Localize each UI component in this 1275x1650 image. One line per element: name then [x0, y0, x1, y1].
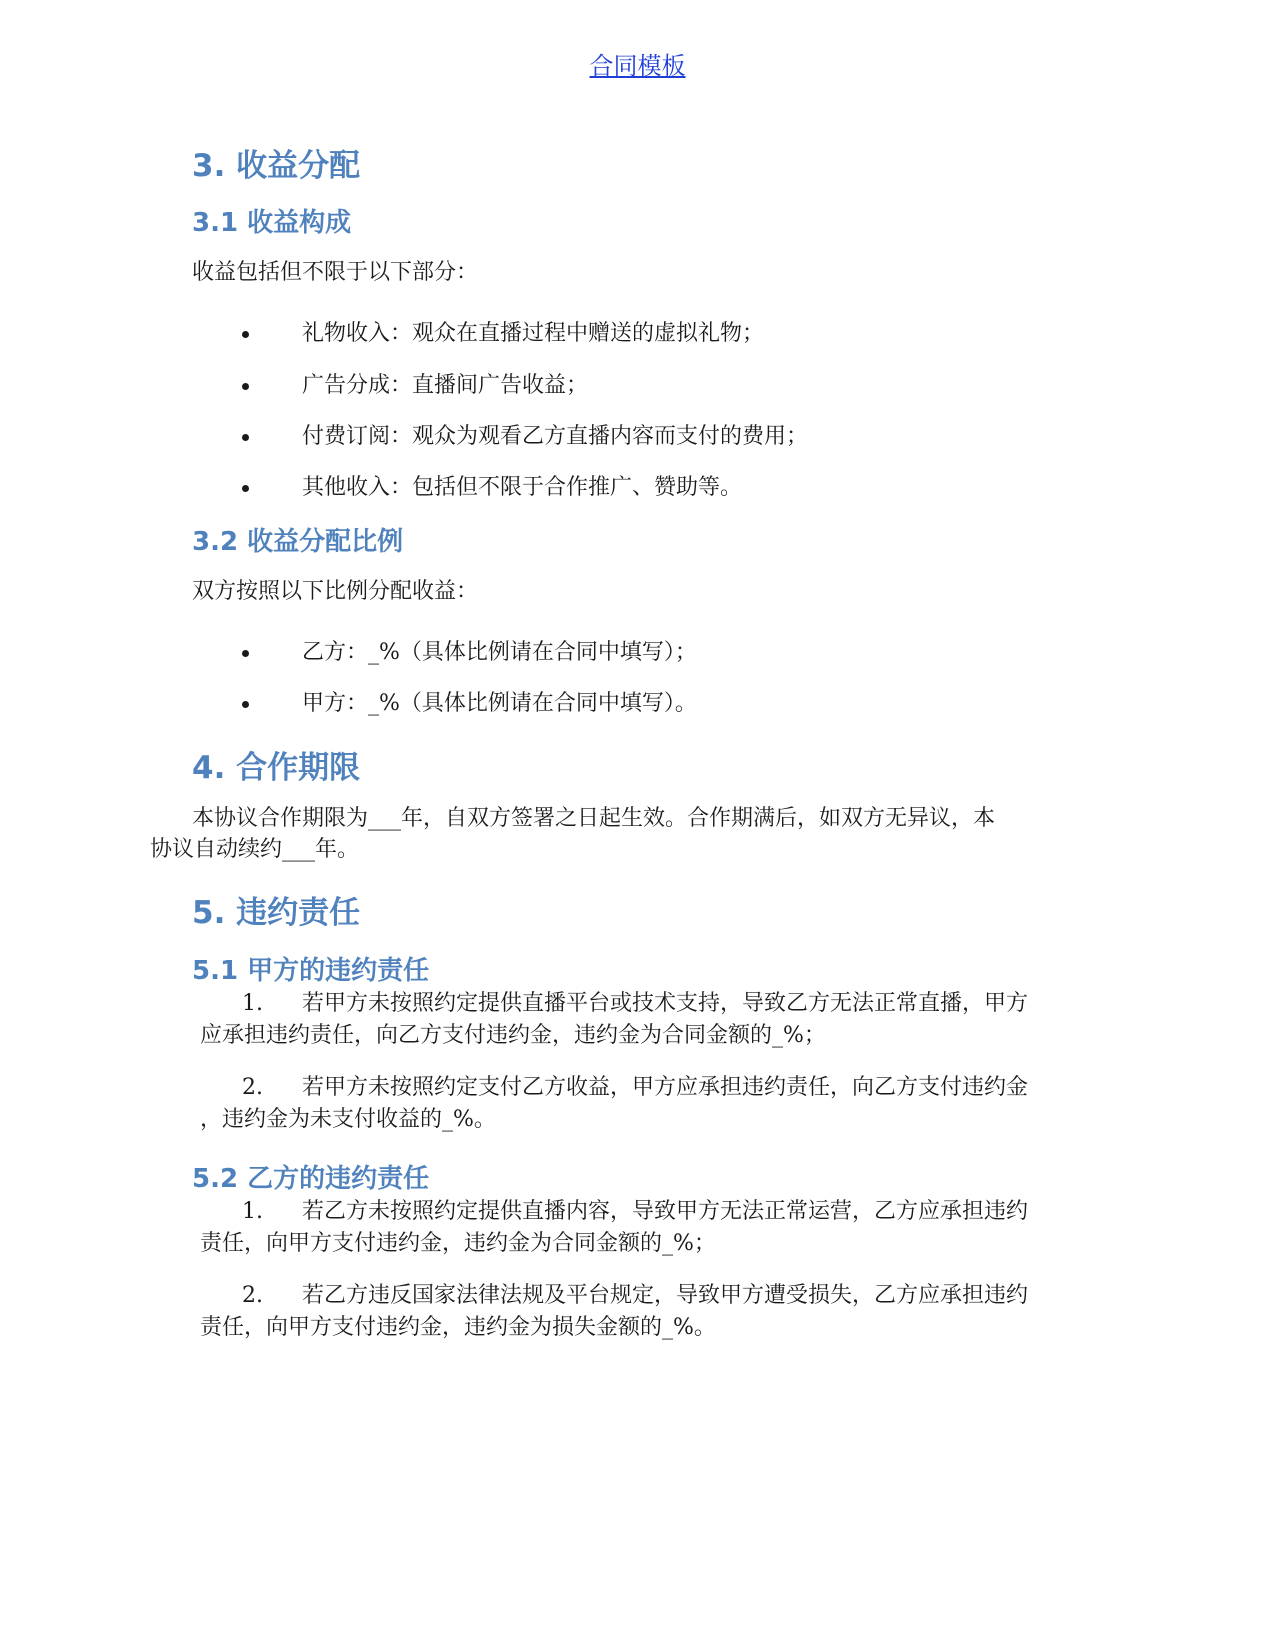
item-line-2: 责任，向甲方支付违约金，违约金为合同金额的_%；	[200, 1231, 716, 1256]
header-template-link[interactable]: 合同模板	[589, 52, 686, 80]
bullet-icon	[242, 331, 249, 338]
section-5-heading: 5. 违约责任	[192, 895, 361, 931]
bullet-icon	[242, 485, 249, 492]
item-line-2: 应承担违约责任，向乙方支付违约金，违约金为合同金额的_%；	[200, 1023, 826, 1048]
bullet-icon	[242, 650, 249, 657]
item-line-1: 若乙方违反国家法律法规及平台规定，导致甲方遭受损失，乙方应承担违约	[302, 1283, 1029, 1308]
item-line-1: 若甲方未按照约定提供直播平台或技术支持，导致乙方无法正常直播，甲方	[302, 991, 1029, 1016]
list-item-text: 乙方：_%（具体比例请在合同中填写）；	[302, 640, 697, 665]
section-3-heading: 3. 收益分配	[192, 148, 361, 184]
item-line-1: 若乙方未按照约定提供直播内容，导致甲方无法正常运营，乙方应承担违约	[302, 1199, 1029, 1224]
bullet-icon	[242, 701, 249, 708]
section-3-1-heading: 3.1 收益构成	[192, 208, 352, 238]
section-4-line-2: 协议自动续约___年。	[150, 837, 360, 862]
section-5-1-heading: 5.1 甲方的违约责任	[192, 956, 430, 986]
list-item-text: 礼物收入：观众在直播过程中赠送的虚拟礼物；	[302, 321, 765, 346]
item-line-2: 责任，向甲方支付违约金，违约金为损失金额的_%。	[200, 1315, 716, 1340]
list-item-text: 甲方：_%（具体比例请在合同中填写）。	[302, 691, 697, 716]
item-number: 2.	[242, 1283, 263, 1308]
section-4-line-1: 本协议合作期限为___年，自双方签署之日起生效。合作期满后，如双方无异议，本	[192, 806, 996, 831]
section-3-2-intro: 双方按照以下比例分配收益：	[192, 579, 479, 604]
list-item-text: 其他收入：包括但不限于合作推广、赞助等。	[302, 475, 743, 500]
section-5-2-heading: 5.2 乙方的违约责任	[192, 1164, 430, 1194]
bullet-icon	[242, 383, 249, 390]
item-number: 1.	[242, 991, 263, 1016]
list-item-text: 付费订阅：观众为观看乙方直播内容而支付的费用；	[302, 424, 809, 449]
list-item-text: 广告分成：直播间广告收益；	[302, 373, 589, 398]
section-3-1-intro: 收益包括但不限于以下部分：	[192, 260, 479, 285]
item-line-1: 若甲方未按照约定支付乙方收益，甲方应承担违约责任，向乙方支付违约金	[302, 1075, 1029, 1100]
section-4-heading: 4. 合作期限	[192, 750, 361, 786]
item-number: 1.	[242, 1199, 263, 1224]
item-line-2: ，违约金为未支付收益的_%。	[200, 1107, 496, 1132]
section-3-2-heading: 3.2 收益分配比例	[192, 527, 404, 557]
bullet-icon	[242, 434, 249, 441]
item-number: 2.	[242, 1075, 263, 1100]
